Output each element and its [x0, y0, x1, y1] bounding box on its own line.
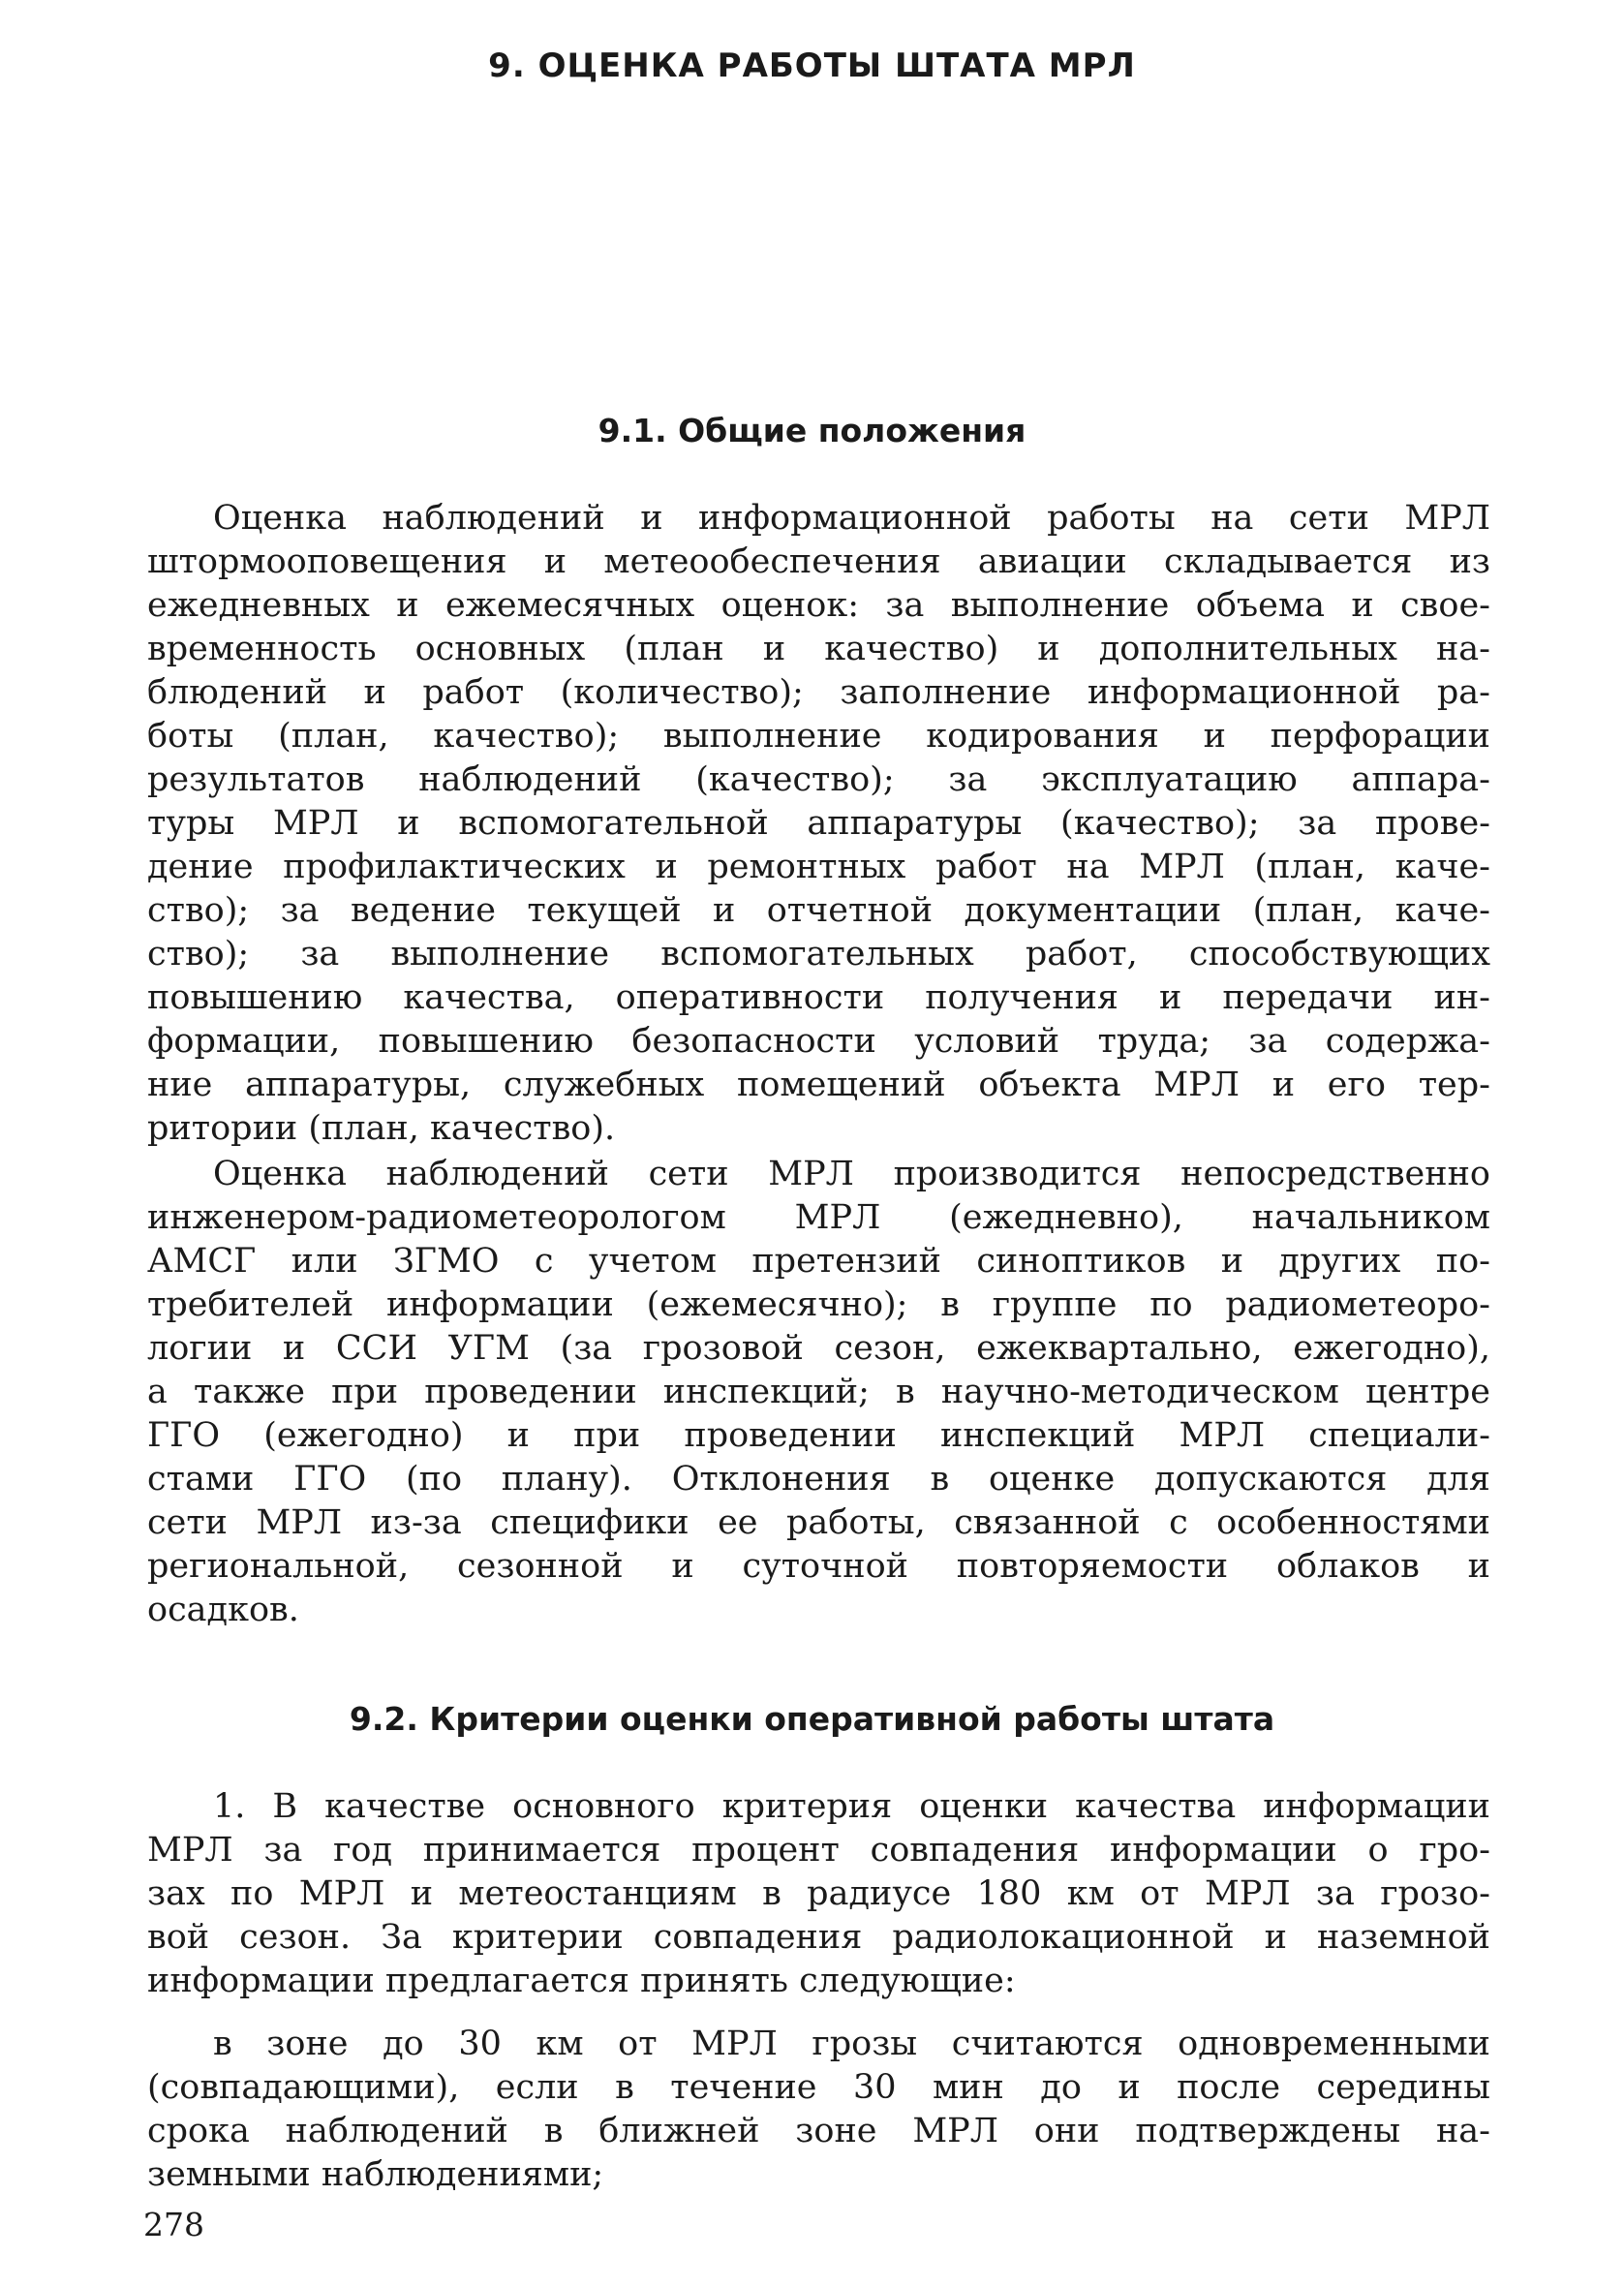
text-line: требителей информации (ежемесячно); в группе по радиометеоро-: [147, 1285, 1490, 1324]
text-line: ство); за выполнение вспомогательных работ, способствующих: [147, 935, 1490, 974]
text-line: дение профилактических и ремонтных работ на МРЛ (план, каче-: [147, 848, 1490, 886]
text-line: а также при проведении инспекций; в научно-методическом центре: [147, 1373, 1490, 1411]
text-line: в зоне до 30 км от МРЛ грозы считаются одновременными: [213, 2025, 1490, 2063]
text-line: формации, повышению безопасности условий труда; за содержа-: [147, 1022, 1490, 1061]
text-line: (совпадающими), если в течение 30 мин до и после середины: [147, 2068, 1490, 2107]
text-line: 1. В качестве основного критерия оценки качества информации: [213, 1787, 1490, 1826]
text-line: Оценка наблюдений сети МРЛ производится непосредственно: [213, 1155, 1490, 1193]
paragraph-near-zone-criterion: [147, 2023, 1490, 2197]
section-title-general-provisions: 9.1. Общие положения: [598, 412, 1026, 449]
text-line: зах по МРЛ и метеостанциям в радиусе 180 км от МРЛ за грозо-: [147, 1874, 1490, 1913]
text-line: земными наблюдениями;: [147, 2155, 604, 2194]
text-line: ство); за ведение текущей и отчетной документации (план, каче-: [147, 891, 1490, 930]
text-line: АМСГ или ЗГМО с учетом претензий синоптиков и других по-: [147, 1242, 1490, 1281]
text-line: осадков.: [147, 1591, 299, 1629]
section-title-criteria: 9.2. Критерии оценки оперативной работы штата: [349, 1700, 1275, 1738]
text-line: ритории (план, качество).: [147, 1109, 616, 1148]
text-line: срока наблюдений в ближней зоне МРЛ они подтверждены на-: [147, 2112, 1490, 2150]
text-line: стами ГГО (по плану). Отклонения в оценке допускаются для: [147, 1460, 1490, 1499]
text-line: сети МРЛ из-за специфики ее работы, связанной с особенностями: [147, 1503, 1490, 1542]
text-line: ГГО (ежегодно) и при проведении инспекций МРЛ специали-: [147, 1416, 1490, 1455]
text-line: штормооповещения и метеообеспечения авиации складывается из: [147, 542, 1490, 581]
text-line: повышению качества, оперативности получения и передачи ин-: [147, 978, 1490, 1017]
text-line: туры МРЛ и вспомогательной аппаратуры (качество); за прове-: [147, 804, 1490, 843]
text-line: ние аппаратуры, служебных помещений объекта МРЛ и его тер-: [147, 1066, 1490, 1104]
text-line: блюдений и работ (количество); заполнение информационной ра-: [147, 673, 1490, 712]
text-line: временность основных (план и качество) и дополнительных на-: [147, 630, 1490, 668]
text-line: информации предлагается принять следующие:: [147, 1962, 1016, 2000]
text-line: инженером-радиометеорологом МРЛ (ежедневно), начальником: [147, 1198, 1490, 1237]
text-line: результатов наблюдений (качество); за эксплуатацию аппара-: [147, 760, 1490, 799]
text-line: вой сезон. За критерии совпадения радиолокационной и наземной: [147, 1918, 1490, 1957]
text-line: Оценка наблюдений и информационной работы на сети МРЛ: [213, 499, 1490, 538]
text-line: МРЛ за год принимается процент совпадения информации о гро-: [147, 1831, 1490, 1870]
text-line: боты (план, качество); выполнение кодирования и перфорации: [147, 717, 1490, 756]
text-line: региональной, сезонной и суточной повторяемости облаков и: [147, 1547, 1490, 1586]
chapter-title: 9. ОЦЕНКА РАБОТЫ ШТАТА МРЛ: [488, 46, 1136, 85]
page-number: 278: [143, 2206, 204, 2243]
text-line: логии и ССИ УГМ (за грозовой сезон, ежеквартально, ежегодно),: [147, 1329, 1490, 1368]
text-line: ежедневных и ежемесячных оценок: за выполнение объема и свое-: [147, 586, 1490, 625]
paragraph-evaluation-responsibility: [147, 1153, 1490, 1632]
paragraph-evaluation-overview: [147, 497, 1490, 1151]
paragraph-main-criterion: [147, 1785, 1490, 2003]
